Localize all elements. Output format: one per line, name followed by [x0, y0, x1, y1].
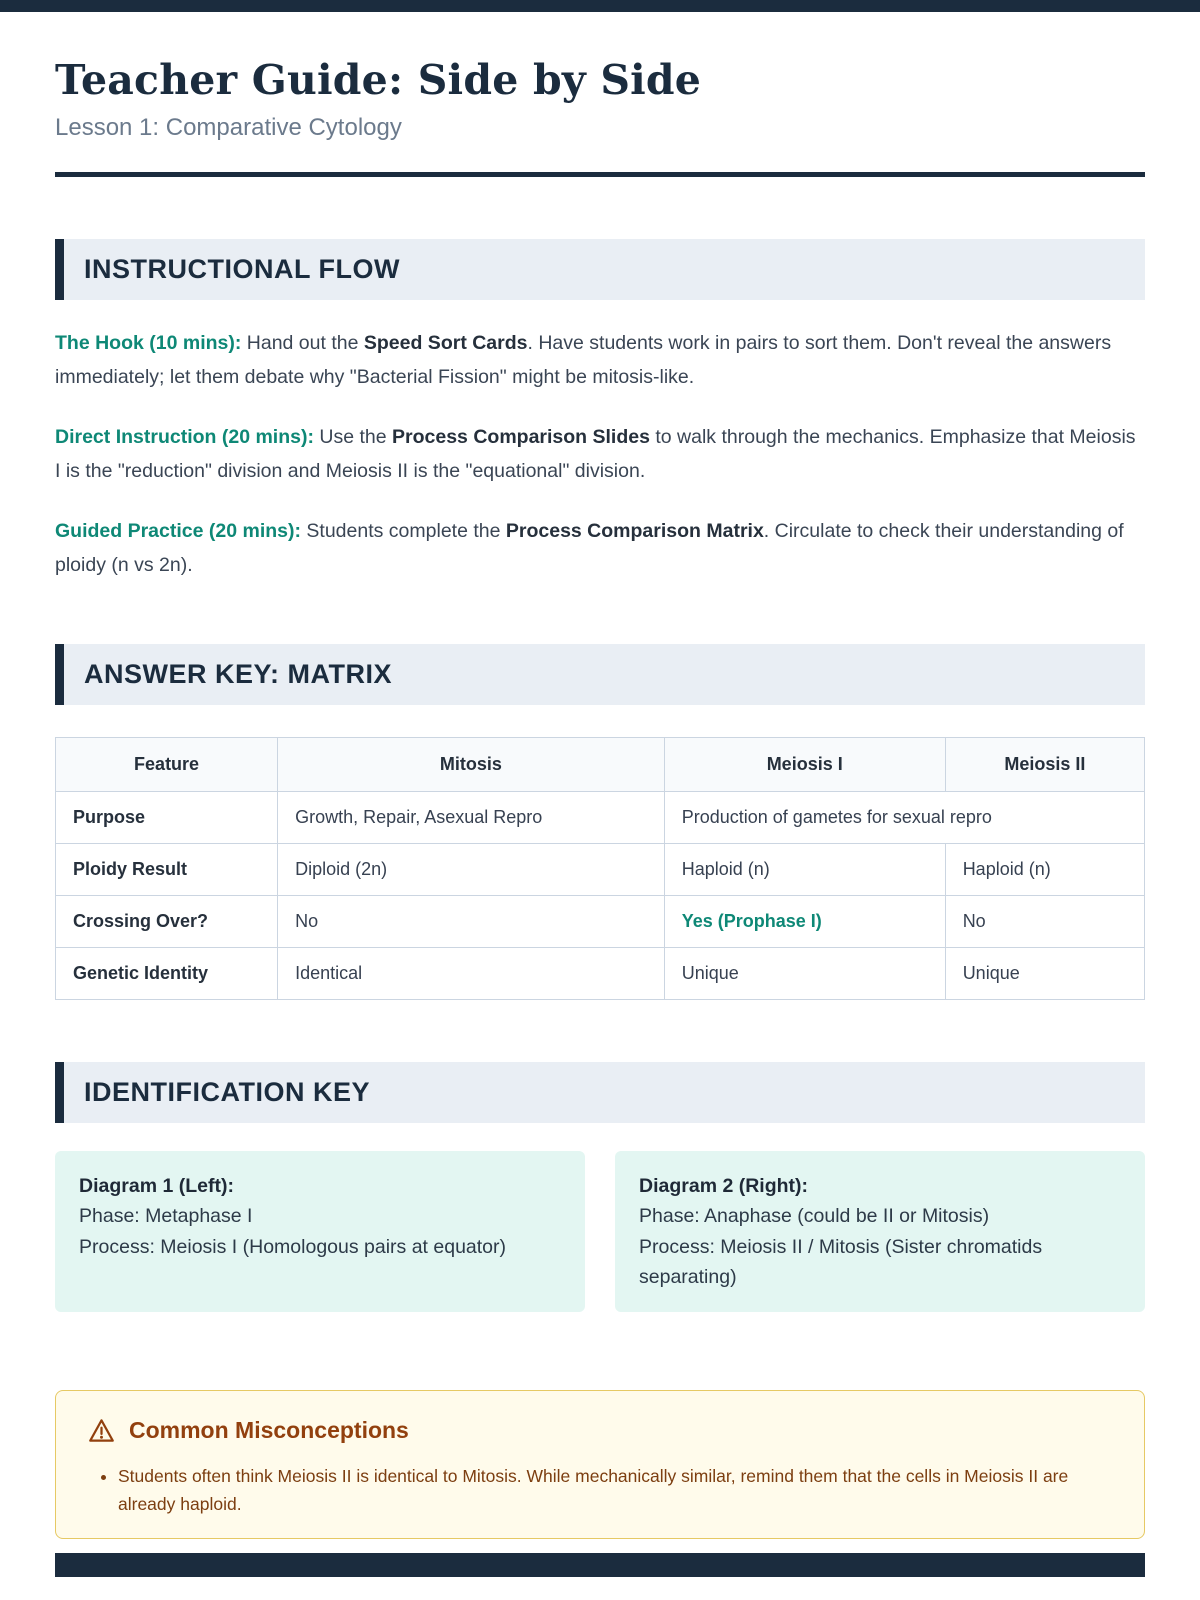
section-heading-instructional-flow [55, 239, 1145, 300]
paragraph-the-hook [55, 327, 1145, 394]
section-heading-identification-key [55, 1062, 1145, 1123]
paragraph-text: to walk through the mechanics. Emphasize that Meiosis I is the "reduction" division and Meiosis II is the "equational" division. [55, 426, 1136, 482]
table-row-ploidy [56, 844, 1145, 896]
warning-triangle-icon [88, 1418, 115, 1443]
cell-feature-ploidy: Ploidy Result [56, 844, 278, 896]
cell-crossing-meiosis-2: No [945, 896, 1144, 948]
paragraph-text: . Have students work in pairs to sort them. Don't reveal the answers immediately; let them debate why "Bacterial Fission" might be mitosis-like. [55, 332, 1112, 388]
paragraph-text: Students complete the [301, 520, 506, 543]
misconceptions-title: Common Misconceptions [129, 1417, 409, 1444]
cell-feature-genetic-identity: Genetic Identity [56, 948, 278, 1000]
cell-ploidy-mitosis: Diploid (2n) [278, 844, 665, 896]
paragraph-bold-term: Process Comparison Slides [392, 426, 650, 449]
diagram-card-1 [55, 1151, 585, 1312]
diagram-card-2 [615, 1151, 1145, 1312]
paragraph-lead: Direct Instruction (20 mins): [55, 426, 314, 449]
cell-identity-mitosis: Identical [278, 948, 665, 1000]
misconceptions-box [55, 1390, 1145, 1539]
column-header-mitosis: Mitosis [278, 738, 665, 792]
section-heading-answer-key-matrix [55, 644, 1145, 705]
misconception-item: • Students often think Meiosis II is identical to Mitosis. While mechanically similar, remind them that the cells in Meiosis II are already haploid. [118, 1462, 1112, 1518]
table-header-row [56, 738, 1145, 792]
column-header-meiosis-2: Meiosis II [945, 738, 1144, 792]
paragraph-text: Hand out the [241, 332, 364, 354]
cell-purpose-meiosis-merged: Production of gametes for sexual repro [664, 792, 1144, 844]
cell-ploidy-meiosis-1: Haploid (n) [664, 844, 945, 896]
misconceptions-header [88, 1417, 1112, 1444]
cell-ploidy-meiosis-2: Haploid (n) [945, 844, 1144, 896]
card-line-process: Process: Meiosis II / Mitosis (Sister chromatids separating) [639, 1235, 1043, 1288]
cell-crossing-mitosis: No [278, 896, 665, 948]
paragraph-lead: The Hook (10 mins): [55, 332, 242, 354]
card-line-process: Process: Meiosis I (Homologous pairs at equator) [79, 1235, 507, 1258]
page-title: Teacher Guide: Side by Side [55, 56, 702, 104]
paragraph-lead: Guided Practice (20 mins): [55, 520, 301, 543]
teacher-guide-page [0, 56, 1200, 1577]
paragraph-direct-instruction [55, 421, 1145, 488]
heading-label: INSTRUCTIONAL FLOW [84, 254, 400, 284]
cell-identity-meiosis-2: Unique [945, 948, 1144, 1000]
cell-identity-meiosis-1: Unique [664, 948, 945, 1000]
column-header-meiosis-1: Meiosis I [664, 738, 945, 792]
paragraph-bold-term: Process Comparison Matrix [505, 520, 764, 543]
paragraph-text: . Circulate to check their understanding of ploidy (n vs 2n). [55, 520, 1124, 576]
paragraph-bold-term: Speed Sort Cards [363, 332, 528, 354]
table-row-crossing-over [56, 896, 1145, 948]
cell-purpose-mitosis: Growth, Repair, Asexual Repro [278, 792, 665, 844]
card-title: Diagram 2 (Right): [639, 1175, 809, 1198]
diagram-cards [55, 1151, 1145, 1312]
cell-crossing-meiosis-1: Yes (Prophase I) [664, 896, 945, 948]
table-row-genetic-identity [56, 948, 1145, 1000]
card-title: Diagram 1 (Left): [79, 1175, 234, 1198]
heading-label: IDENTIFICATION KEY [84, 1077, 371, 1108]
top-accent-bar [0, 0, 1200, 12]
cell-feature-crossing-over: Crossing Over? [56, 896, 278, 948]
heading-label: ANSWER KEY: MATRIX [84, 659, 392, 690]
table-row-purpose [56, 792, 1145, 844]
card-line-phase: Phase: Anaphase (could be II or Mitosis) [639, 1205, 990, 1228]
answer-key-table [55, 737, 1145, 1000]
column-header-feature: Feature [56, 738, 278, 792]
title-divider [55, 172, 1145, 177]
paragraph-text: Use the [313, 426, 393, 449]
cell-feature-purpose: Purpose [56, 792, 278, 844]
page-subtitle: Lesson 1: Comparative Cytology [55, 114, 402, 141]
misconceptions-list [118, 1462, 1112, 1518]
footer-bar [55, 1553, 1145, 1577]
card-line-phase: Phase: Metaphase I [79, 1205, 253, 1228]
paragraph-guided-practice [55, 515, 1145, 582]
